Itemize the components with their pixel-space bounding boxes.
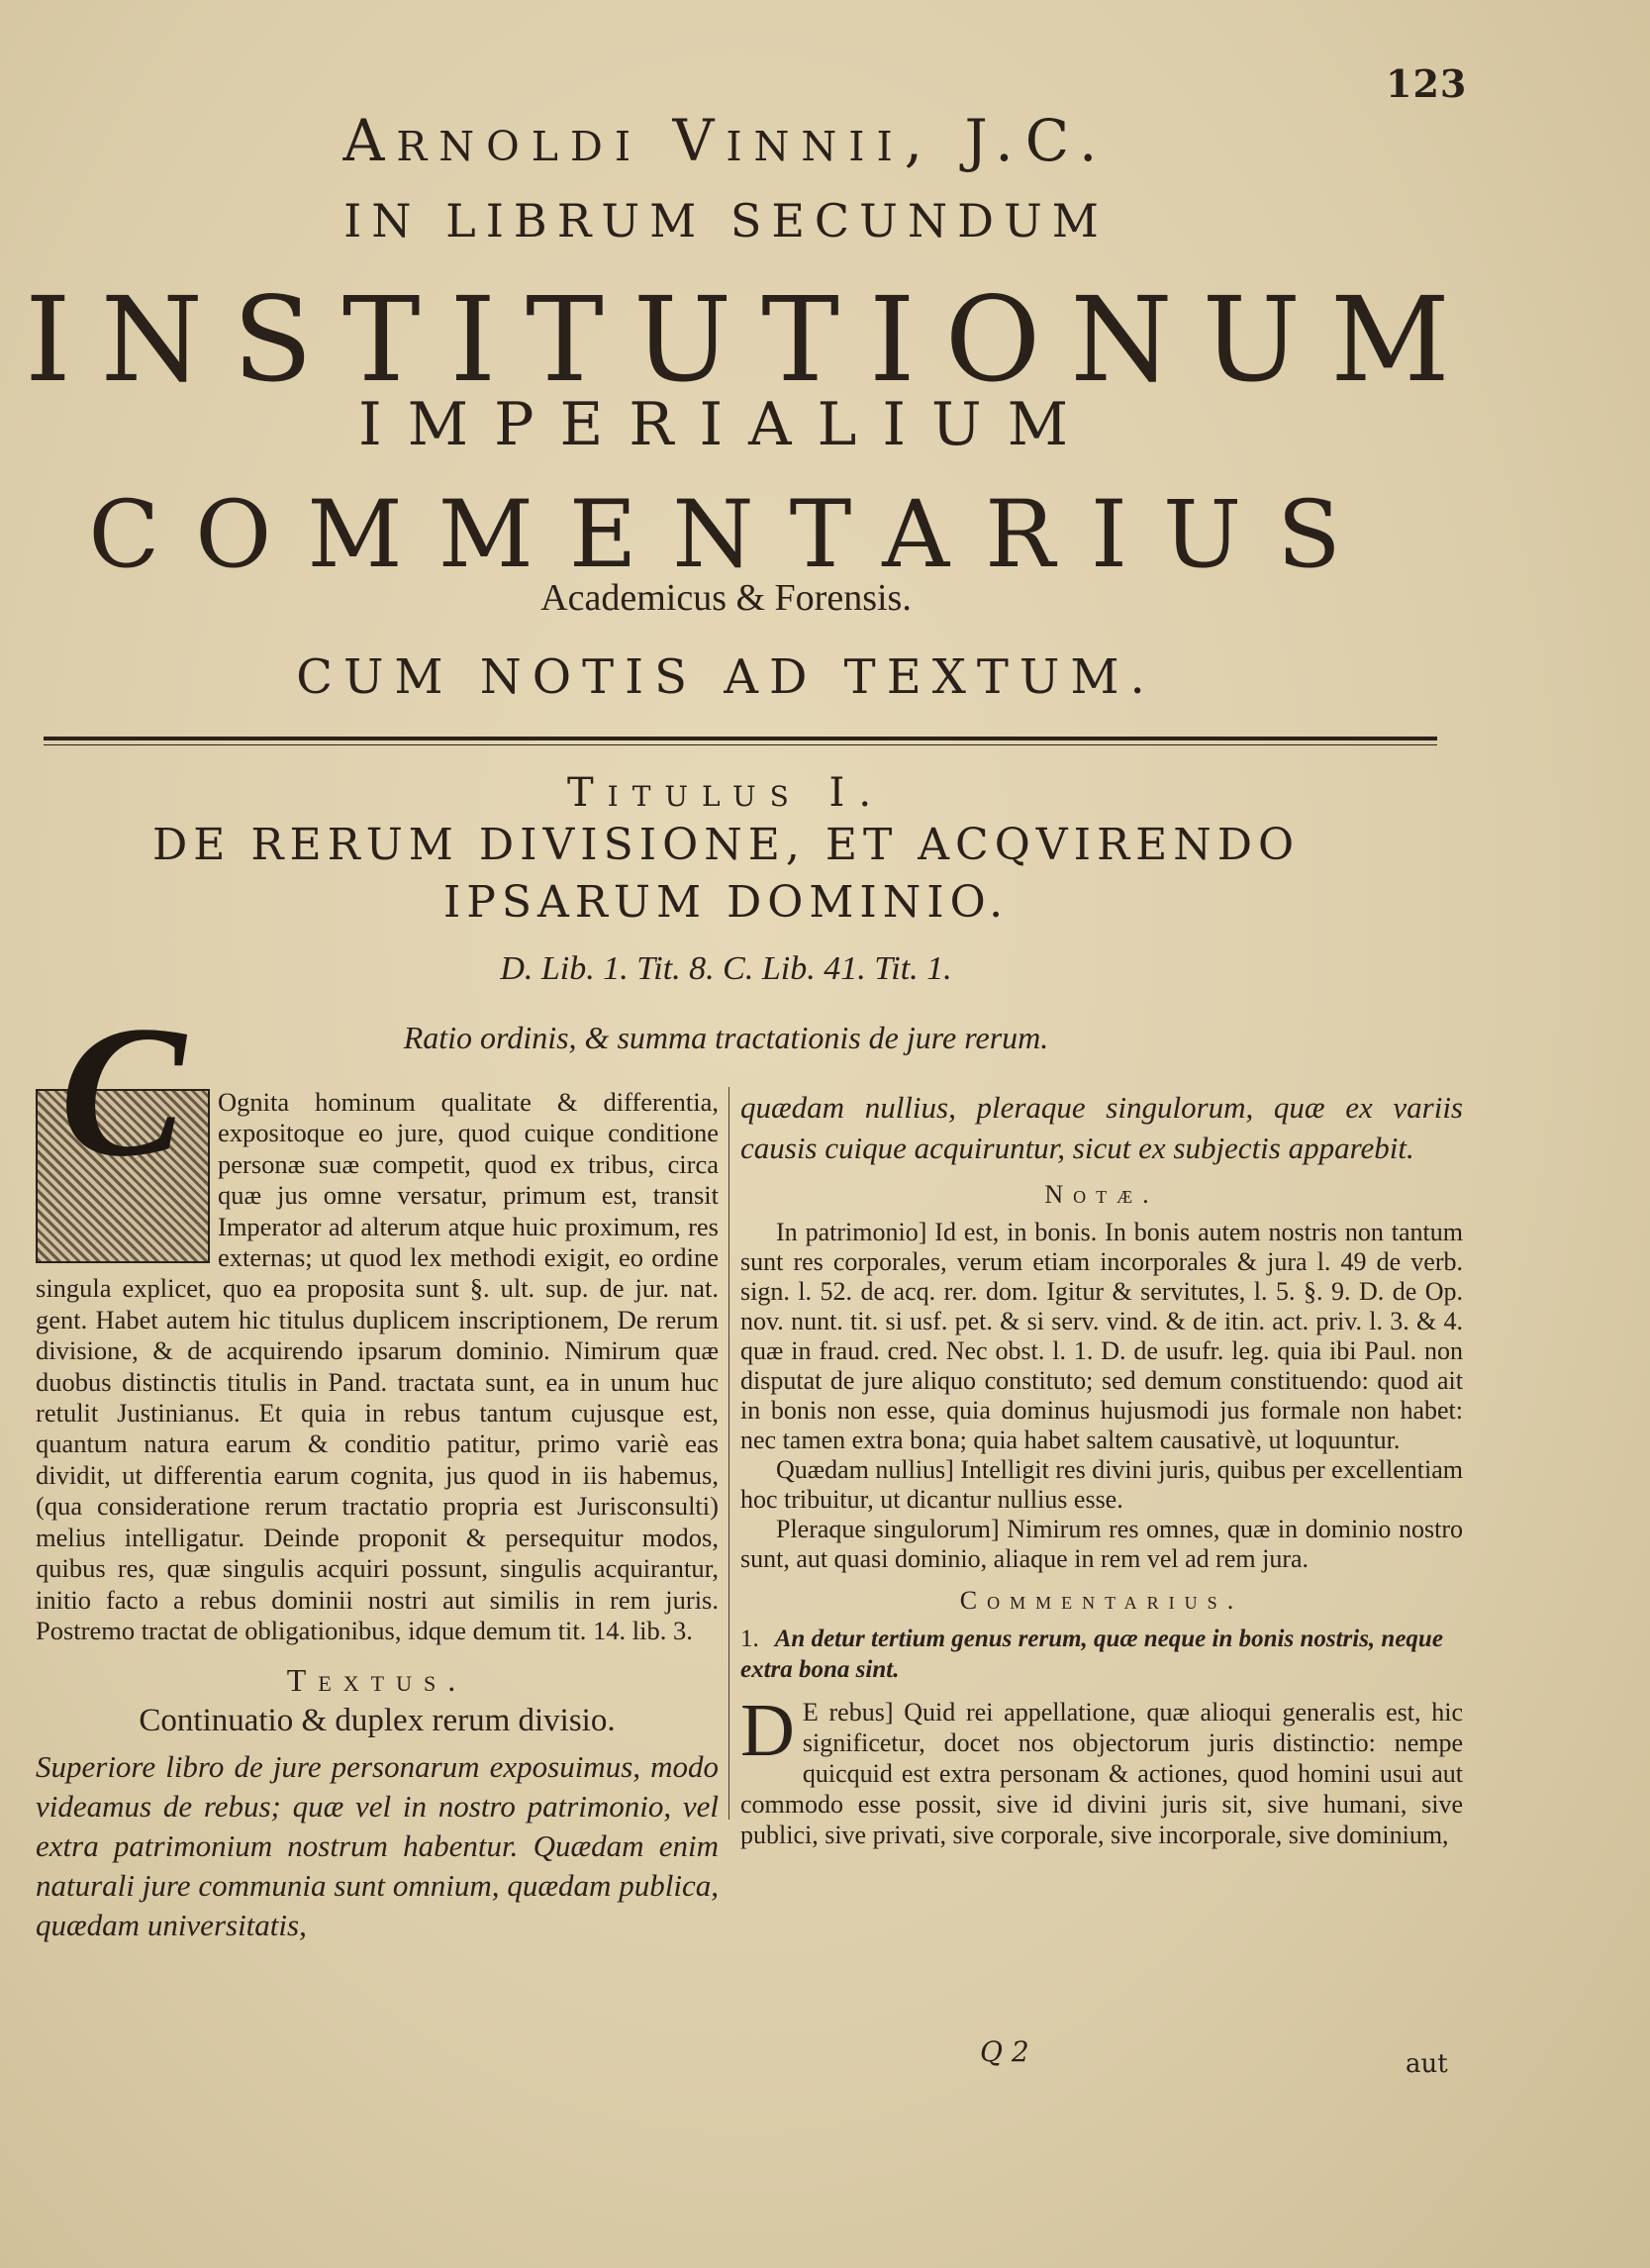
notae-heading: Notæ. bbox=[1044, 1180, 1159, 1209]
question-number: 1. bbox=[740, 1626, 759, 1652]
commentarius-heading: Commentarius. bbox=[959, 1586, 1244, 1615]
title-rule-thin bbox=[44, 744, 1437, 745]
right-column bbox=[740, 1087, 1463, 1850]
header-line-2: IN LIBRUM SECUNDUM bbox=[343, 194, 1109, 247]
header-line-6: Academicus & Forensis. bbox=[540, 577, 912, 619]
header-author: Arnoldi Vinnii, J.C. bbox=[342, 107, 1110, 174]
note-item: In patrimonio] Id est, in bonis. In bonis autem nostris non tantum sunt res corporales, verum etiam incorporales & jura l. 49 de verb. sign. l. 52. de acq. rer. dom. Igitur & servitutes, l. 5. §. 9. D. de Op. nov. nunt. tit. si usf. pet. & si serv. vind. & de itin. act. priv. l. 3. & 4. quæ in fraud. cred. Nec obst. l. 1. D. de usufr. leg. quia ibi Paul. non disputat de jure aliquo constituto; sed demum constituendo: quod ait in bonis non esse, quia dominus hujusmodi jus formale non habet: nec tamen extra bona; quia habet saltem causativè, ut loquuntur. bbox=[740, 1218, 1463, 1454]
signature-mark: Q 2 bbox=[980, 2035, 1029, 2068]
commentary-paragraph bbox=[740, 1689, 1463, 1850]
question-heading bbox=[740, 1624, 1463, 1685]
header-line-5: COMMENTARIUS bbox=[88, 481, 1377, 589]
title-rule bbox=[44, 737, 1437, 740]
title-reference: D. Lib. 1. Tit. 8. C. Lib. 41. Tit. 1. bbox=[500, 950, 952, 987]
header-line-3: INSTITUTIONUM bbox=[25, 271, 1480, 408]
title-heading-2: IPSARUM DOMINIO. bbox=[442, 877, 1010, 928]
ratio-line: Ratio ordinis, & summa tractationis de jure rerum. bbox=[403, 1020, 1049, 1055]
textus-heading: Textus. bbox=[286, 1662, 468, 1699]
notes-block bbox=[740, 1218, 1463, 1574]
initial-letter: C bbox=[59, 988, 186, 1196]
left-column bbox=[36, 988, 719, 1945]
decorated-initial bbox=[36, 988, 210, 1263]
catchword: aut bbox=[1406, 2049, 1448, 2079]
textus-subheading: Continuatio & duplex rerum divisio. bbox=[139, 1703, 616, 1739]
intro-text: Ognita hominum qualitate & differentia, expositoque eo jure, quod cuique conditione personæ suæ competit, quod ex tribus, circa quæ jus omne versatur, primum est, transit Imperator ad alterum atque huic proximum, res externas; ut quod lex methodi exigit, eo ordine singula explicet, quo ea proposita sunt §. ult. sup. de jur. nat. gent. Habet autem hic titulus duplicem inscriptionem, De rerum divisione, & de acquirendo ipsarum dominio. Nimirum quæ duobus distinctis titulis in Pand. tractata sunt, ea in unum huc retulit Justinianus. Et quia in rebus tantum cujusque est, quantum natura earum & conditio patitur, primo variè eas dividit, ut differentia earum cognita, jus quod in iis habemus, (qua consideratione rerum tractatio propria est Jurisconsulti) melius intelligatur. Deinde proponit & persequitur modos, quibus res, quæ singulis acquiri possunt, singulis acquirantur, initio facto a rebus dominii nostri aut similis in rem juris. Postremo tractat de obligationibus, idque demum tit. 14. lib. 3. bbox=[36, 1087, 719, 1645]
intro-paragraph bbox=[36, 988, 719, 1646]
title-heading-1: DE RERUM DIVISIONE, ET ACQVIRENDO bbox=[151, 820, 1301, 870]
commentary-initial: D bbox=[740, 1689, 795, 1772]
question-text: An detur tertium genus rerum, quæ neque in bonis nostris, neque extra bona sint. bbox=[740, 1626, 1443, 1683]
titulus: Titulus I. bbox=[566, 770, 886, 816]
note-item: Pleraque singulorum] Nimirum res omnes, quæ in dominio nostro sunt, aut quasi dominio, aliaque in rem vel ad rem jura. bbox=[740, 1515, 1463, 1573]
page-number: 123 bbox=[1386, 61, 1468, 106]
note-item: Quædam nullius] Intelligit res divini juris, quibus per excellentiam hoc tribuitur, ut dicantur nullius esse. bbox=[740, 1455, 1463, 1514]
textus-text: Superiore libro de jure personarum exposuimus, modo videamus de rebus; quæ vel in nostro patrimonio, vel extra patrimonium nostrum habentur. Quædam enim naturali jure communia sunt omnium, quædam publica, quædam universitatis, bbox=[36, 1749, 719, 1943]
header-line-7: CUM NOTIS AD TEXTUM. bbox=[296, 649, 1156, 705]
commentary-text: E rebus] Quid rei appellatione, quæ alioqui generalis est, hic significetur, docet nos objectorum juris distinctio: nempe quicquid est extra personam & actiones, quod homini usui aut commodo esse possit, sive id divini juris sit, sive humani, sive publici, sive privati, sive corporale, sive incorporale, sive dominium, bbox=[740, 1698, 1463, 1849]
column-divider bbox=[728, 1087, 729, 1820]
textus-continuation: quædam nullius, pleraque singulorum, quæ ex variis causis cuique acquiruntur, sicut ex subjectis apparebit. bbox=[740, 1090, 1463, 1165]
header-line-4: IMPERIALIUM bbox=[357, 390, 1095, 459]
